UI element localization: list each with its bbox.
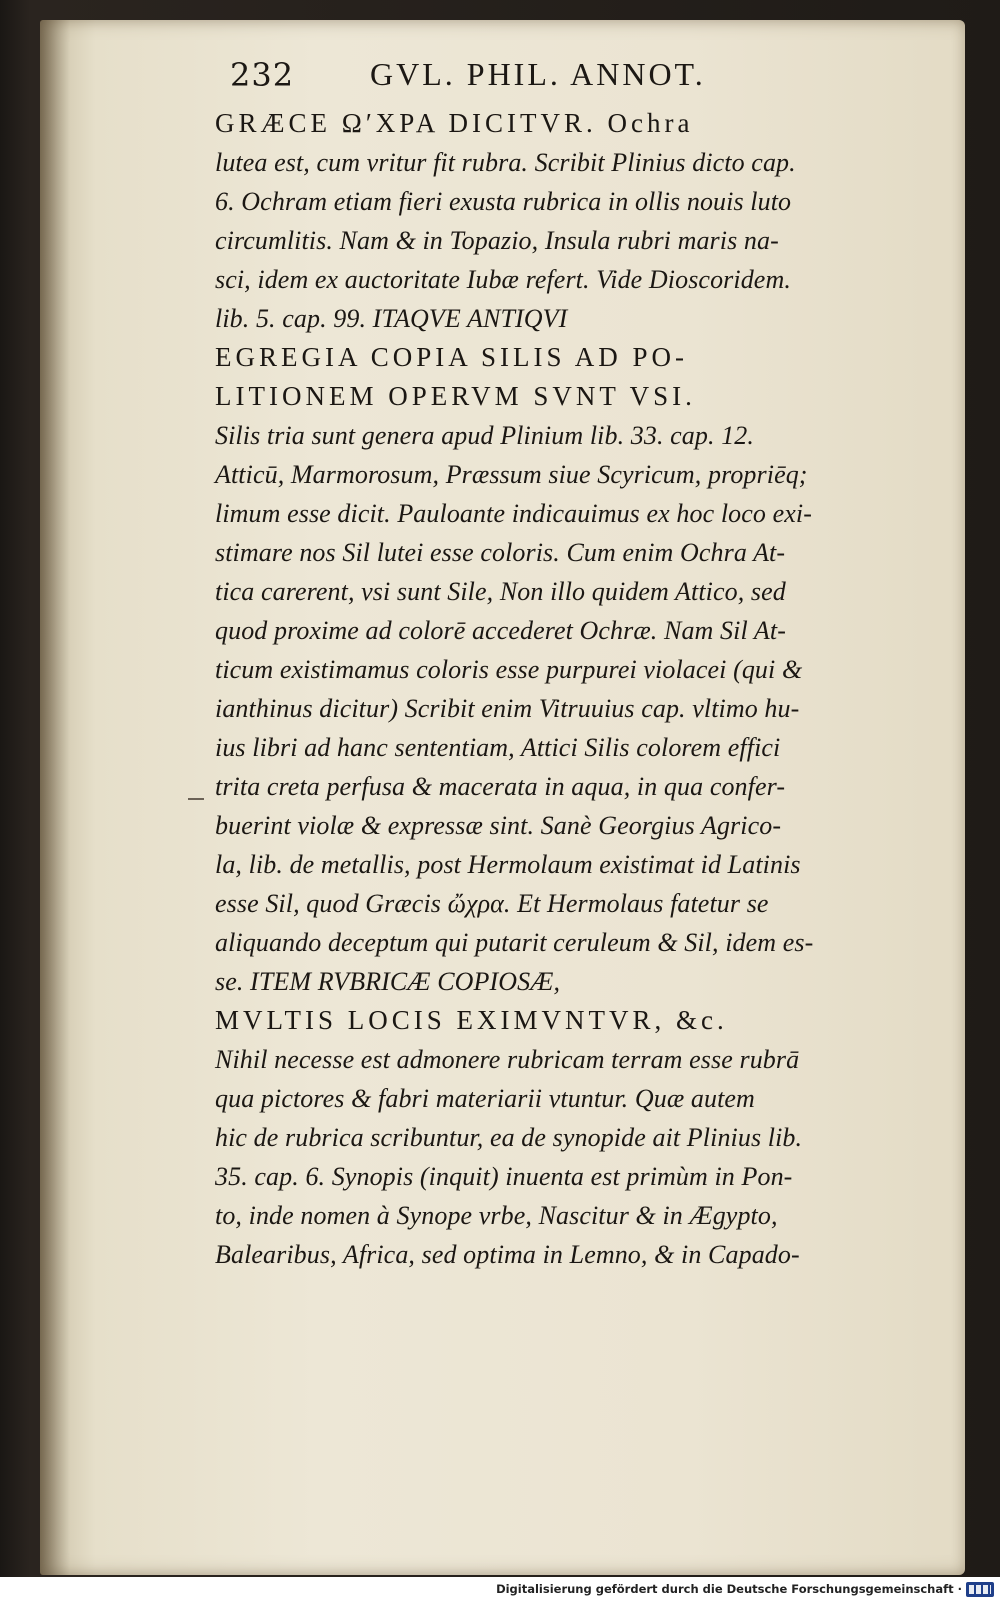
text-line: aliquando deceptum qui putarit ceruleum & Sil, idem es- [215,928,814,957]
text-line: buerint violæ & expressæ sint. Sanè Georgius Agrico- [215,811,782,840]
text-line: la, lib. de metallis, post Hermolaum existimat id Latinis [215,850,801,879]
text-line: qua pictores & fabri materiarii vtuntur. Quæ autem [215,1084,755,1113]
text-line: Balearibus, Africa, sed optima in Lemno, & in Capado- [215,1240,800,1269]
text-line: EGREGIA COPIA SILIS AD PO- [215,342,689,372]
text-line: Silis tria sunt genera apud Plinium lib. 33. cap. 12. [215,421,755,450]
text-line: lib. 5. cap. 99. ITAQVE ANTIQVI [215,304,568,333]
text-line: 35. cap. 6. Synopis (inquit) inuenta est primùm in Pon- [215,1162,793,1191]
text-line: LITIONEM OPERVM SVNT VSI. [215,381,696,411]
text-line: GRÆCE ΩʹΧΡΑ DICITVR. Ochra [215,108,694,138]
margin-mark [188,798,204,800]
text-line: esse Sil, quod Græcis ὤχρα. Et Hermolaus fatetur se [215,889,769,918]
page-header [230,56,870,102]
text-line: MVLTIS LOCIS EXIMVNTVR, &c. [215,1005,728,1035]
text-line: circumlitis. Nam & in Topazio, Insula rubri maris na- [215,226,779,255]
text-line: trita creta perfusa & macerata in aqua, in qua confer- [215,772,786,801]
text-line: 6. Ochram etiam fieri exusta rubrica in ollis nouis luto [215,187,792,216]
footer-bar [0,1577,1000,1603]
text-line: hic de rubrica scribuntur, ea de synopide ait Plinius lib. [215,1123,803,1152]
footer-credit: Digitalisierung gefördert durch die Deutsche Forschungsgemeinschaft · [496,1582,962,1596]
text-line: se. ITEM RVBRICÆ COPIOSÆ, [215,967,561,996]
text-line: lutea est, cum vritur fit rubra. Scribit Plinius dicto cap. [215,148,796,177]
text-line: limum esse dicit. Pauloante indicauimus ex hoc loco exi- [215,499,812,528]
text-line: to, inde nomen à Synope vrbe, Nascitur & in Ægypto, [215,1201,778,1230]
text-block [215,104,895,1274]
text-line: sci, idem ex auctoritate Iubæ refert. Vide Dioscoridem. [215,265,791,294]
text-line: Nihil necesse est admonere rubricam terram esse rubrā [215,1045,800,1074]
text-line: Atticū, Marmorosum, Præssum siue Scyricum, propriēq; [215,460,808,489]
text-line: quod proxime ad colorē accederet Ochræ. Nam Sil At- [215,616,786,645]
text-line: stimare nos Sil lutei esse coloris. Cum enim Ochra At- [215,538,786,567]
text-line: ius libri ad hanc sententiam, Attici Silis colorem effici [215,733,781,762]
text-line: ticum existimamus coloris esse purpurei violacei (qui & [215,655,803,684]
text-line: tica carerent, vsi sunt Sile, Non illo quidem Attico, sed [215,577,786,606]
spine-shadow [40,20,70,1575]
text-line: ianthinus dicitur) Scribit enim Vitruuius cap. vltimo hu- [215,694,800,723]
running-head: GVL. PHIL. ANNOT. [370,56,706,92]
dfg-logo-icon [966,1582,994,1597]
page-number: 232 [230,56,295,94]
